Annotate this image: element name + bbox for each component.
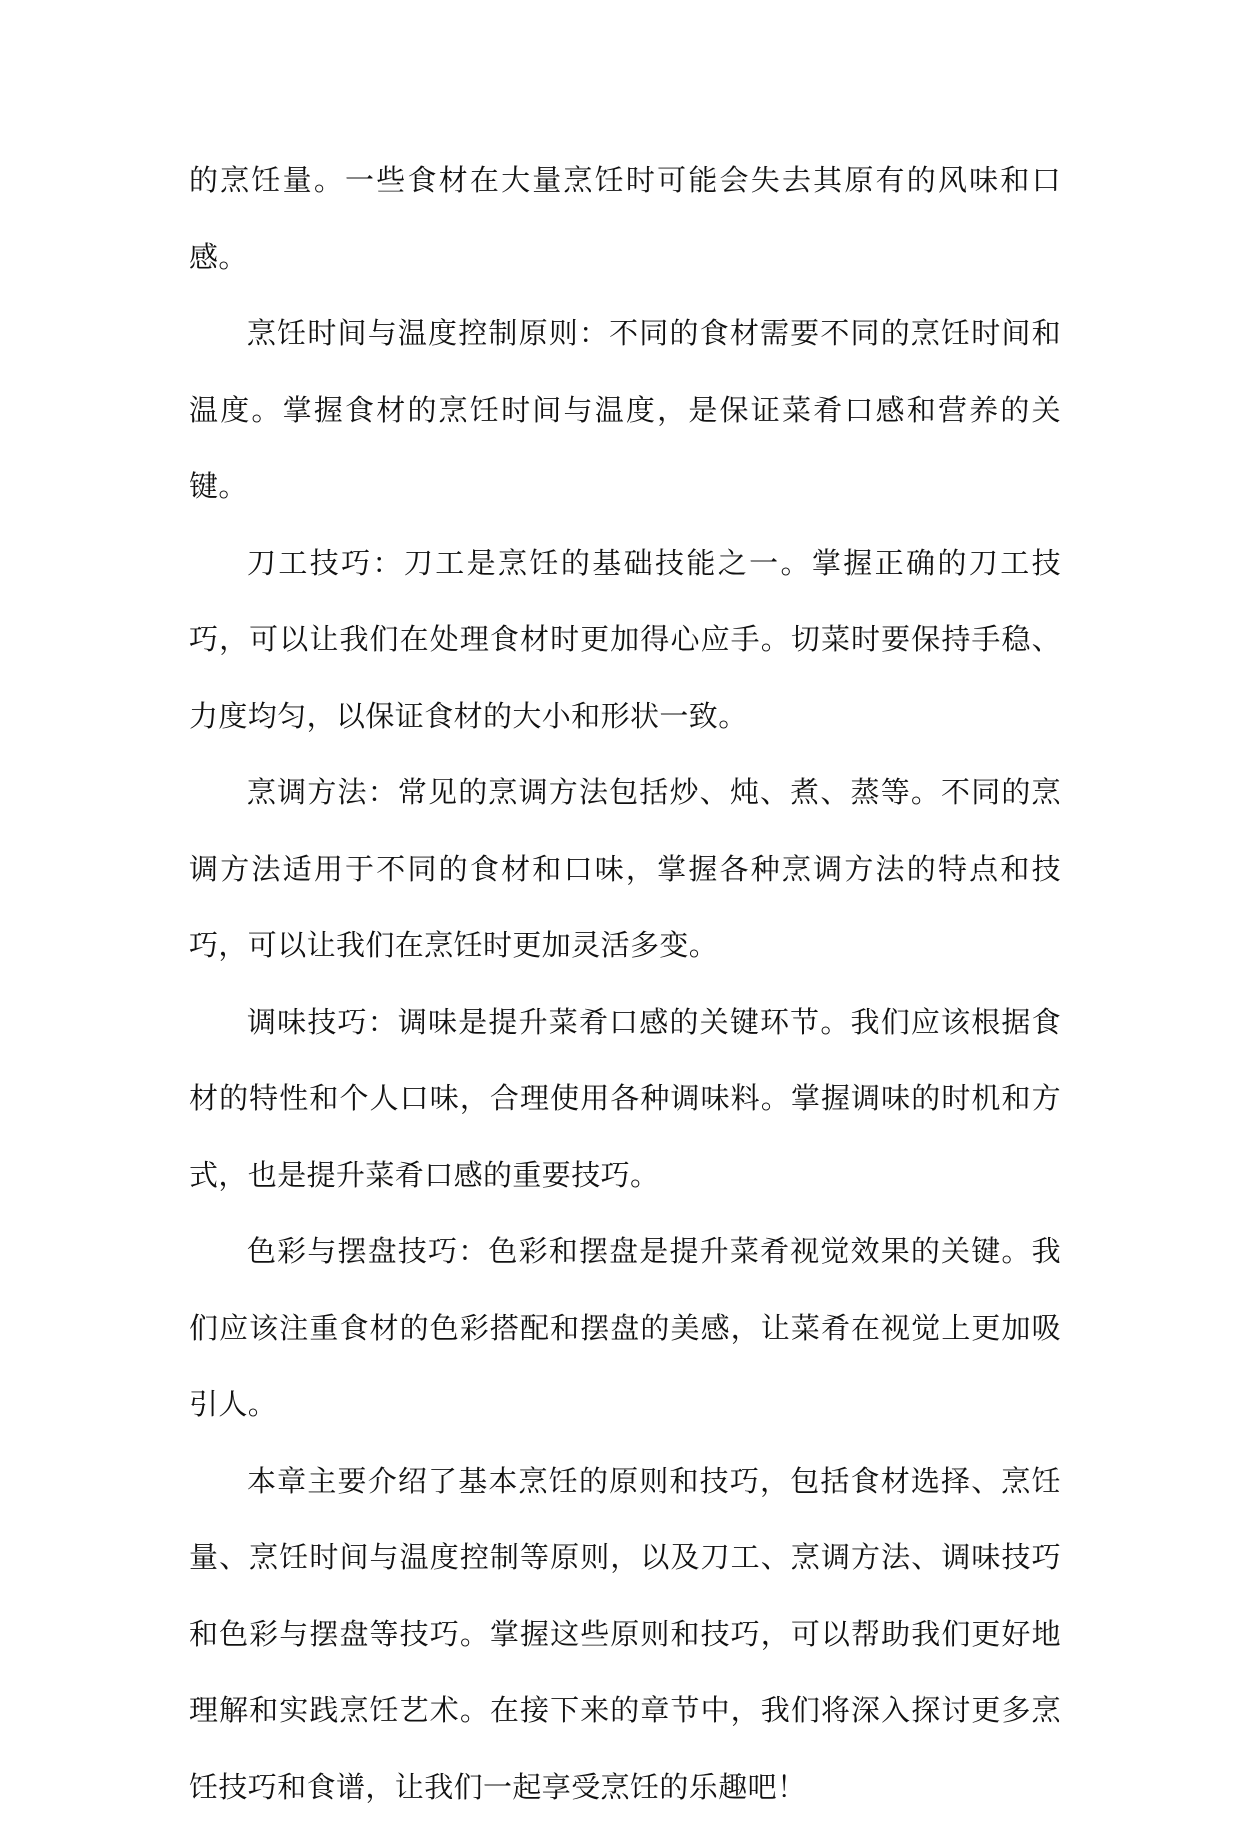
body-text	[189, 142, 1061, 1825]
paragraph-knife-skills: 刀工技巧：刀工是烹饪的基础技能之一。掌握正确的刀工技巧，可以让我们在处理食材时更加得心应手。切菜时要保持手稳、力度均匀，以保证食材的大小和形状一致。	[189, 525, 1061, 755]
paragraph-chapter-summary: 本章主要介绍了基本烹饪的原则和技巧，包括食材选择、烹饪量、烹饪时间与温度控制等原则，以及刀工、烹调方法、调味技巧和色彩与摆盘等技巧。掌握这些原则和技巧，可以帮助我们更好地理解和实践烹饪艺术。在接下来的章节中，我们将深入探讨更多烹饪技巧和食谱，让我们一起享受烹饪的乐趣吧！	[189, 1443, 1061, 1825]
paragraph-time-temperature: 烹饪时间与温度控制原则：不同的食材需要不同的烹饪时间和温度。掌握食材的烹饪时间与温度，是保证菜肴口感和营养的关键。	[189, 295, 1061, 525]
paragraph-seasoning: 调味技巧：调味是提升菜肴口感的关键环节。我们应该根据食材的特性和个人口味，合理使用各种调味料。掌握调味的时机和方式，也是提升菜肴口感的重要技巧。	[189, 984, 1061, 1214]
paragraph-continuation: 的烹饪量。一些食材在大量烹饪时可能会失去其原有的风味和口感。	[189, 142, 1061, 295]
paragraph-cooking-methods: 烹调方法：常见的烹调方法包括炒、炖、煮、蒸等。不同的烹调方法适用于不同的食材和口味，掌握各种烹调方法的特点和技巧，可以让我们在烹饪时更加灵活多变。	[189, 754, 1061, 984]
paragraph-color-plating: 色彩与摆盘技巧：色彩和摆盘是提升菜肴视觉效果的关键。我们应该注重食材的色彩搭配和摆盘的美感，让菜肴在视觉上更加吸引人。	[189, 1213, 1061, 1443]
